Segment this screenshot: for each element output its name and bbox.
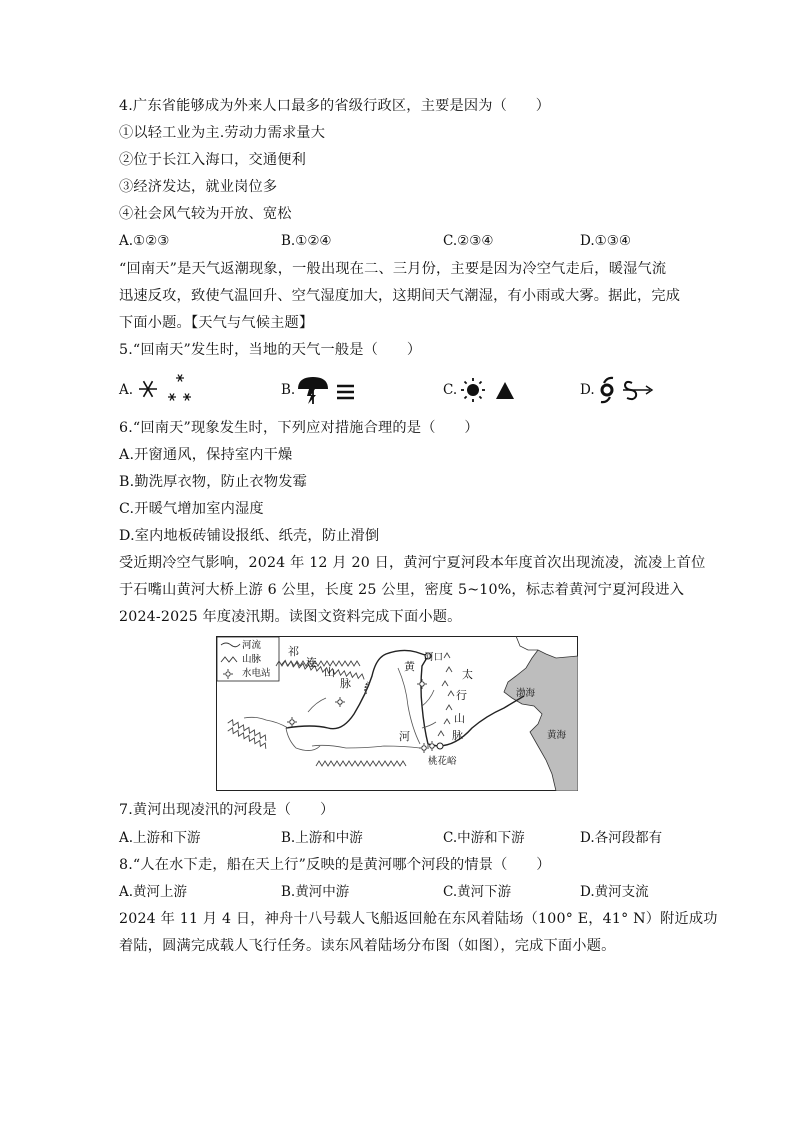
- huinan-intro-line-1: “回南天”是天气返潮现象，一般出现在二、三月份，主要是因为冷空气走后，暖湿气流: [119, 261, 667, 277]
- map-legend-hydropower: 水电站: [242, 668, 271, 679]
- q8-stem: 8.“人在水下走，船在天上行”反映的是黄河哪个河段的情景（ ）: [119, 857, 551, 873]
- sunny-icon: [459, 375, 519, 405]
- q4-option-c: C.②③④: [443, 233, 494, 249]
- yellow-river-map: [216, 636, 578, 791]
- q5-stem: 5.“回南天”发生时，当地的天气一般是（ ）: [119, 342, 422, 358]
- label-tai: 太: [462, 668, 473, 681]
- q7-option-b: B.上游和中游: [281, 830, 363, 846]
- thunderstorm-icon: [296, 374, 360, 406]
- sandstorm-icon: [496, 382, 514, 399]
- q4-item-3: ③经济发达，就业岗位多: [119, 179, 278, 195]
- snow-symbol-large: [139, 381, 157, 397]
- q7-option-d: D.各河段都有: [580, 830, 663, 846]
- q6-stem: 6.“回南天”现象发生时，下列应对措施合理的是（ ）: [119, 420, 479, 436]
- q7-option-c: C.中游和下游: [443, 830, 525, 846]
- label-huanghai: 黄海: [547, 730, 567, 741]
- label-lian: 连: [306, 656, 317, 669]
- label-shan-1: 山: [324, 666, 335, 679]
- snow-icon: [136, 371, 198, 407]
- label-mai-2: 脉: [452, 729, 463, 742]
- river-intro-line-2: 于石嘴山黄河大桥上游 6 公里，长度 25 公里，密度 5~10%，标志着黄河宁夏河段进入: [119, 582, 685, 598]
- label-taohuayu: 桃花峪: [428, 756, 457, 767]
- huinan-intro-line-2: 迅速反攻，致使气温回升、空气湿度加大，这期间天气潮湿，有小雨或大雾。据此，完成: [119, 288, 681, 304]
- q4-option-b: B.①②④: [281, 233, 332, 249]
- label-he: 河: [399, 730, 410, 743]
- typhoon-icon: [596, 375, 658, 405]
- wind-icon: [623, 382, 652, 399]
- q6-option-a: A.开窗通风，保持室内干燥: [119, 447, 293, 463]
- shenzhou-intro-line-2: 着陆，圆满完成载人飞行任务。读东风着陆场分布图（如图），完成下面小题。: [119, 938, 616, 954]
- river-intro-line-1: 受近期冷空气影响，2024 年 12 月 20 日，黄河宁夏河段本年度首次出现流凌，流凌上首位: [119, 555, 706, 571]
- q4-item-1: ①以轻工业为主.劳动力需求量大: [119, 125, 326, 141]
- label-shan-2: 山: [454, 712, 465, 725]
- map-legend-mountain: 山脉: [242, 654, 262, 665]
- q6-option-c: C.开暖气增加室内湿度: [119, 501, 264, 517]
- q4-option-d: D.①③④: [580, 233, 631, 249]
- q6-option-d: D.室内地板砖铺设报纸、纸壳，防止滑倒: [119, 528, 380, 544]
- q5-option-c-label: C.: [443, 382, 458, 398]
- fog-icon: [337, 386, 354, 398]
- q4-option-a: A.①②③: [119, 233, 170, 249]
- label-hekou: 河口: [424, 652, 444, 663]
- q5-option-a-label: A.: [119, 382, 134, 398]
- map-legend-river: 河流: [242, 640, 262, 651]
- q6-option-b: B.勤洗厚衣物，防止衣物发霉: [119, 474, 307, 490]
- q8-option-d: D.黄河支流: [580, 884, 649, 900]
- q8-option-c: C.黄河下游: [443, 884, 512, 900]
- huinan-intro-line-3: 下面小题。【天气与气候主题】: [119, 315, 314, 331]
- label-hang: 行: [456, 689, 467, 702]
- q4-item-2: ②位于长江入海口，交通便利: [119, 152, 307, 168]
- q7-stem: 7.黄河出现凌汛的河段是（ ）: [119, 802, 335, 818]
- river-intro-line-3: 2024-2025 年度凌汛期。读图文资料完成下面小题。: [119, 609, 462, 625]
- shenzhou-intro-line-1: 2024 年 11 月 4 日，神舟十八号载人飞船返回舱在东风着陆场（100° E，41° N）附近成功: [119, 911, 718, 927]
- q5-option-b-label: B.: [281, 382, 296, 398]
- label-mai-1: 脉: [340, 677, 351, 690]
- label-huang: 黄: [404, 660, 415, 673]
- q8-option-b: B.黄河中游: [281, 884, 350, 900]
- label-bohai: 渤海: [516, 688, 536, 699]
- label-qi: 祁: [288, 645, 299, 658]
- taohuayu-marker: [437, 743, 443, 749]
- q7-option-a: A.上游和下游: [119, 830, 201, 846]
- q4-stem: 4.广东省能够成为外来人口最多的省级行政区，主要是因为（ ）: [119, 98, 551, 114]
- q8-option-a: A.黄河上游: [119, 884, 188, 900]
- q4-item-4: ④社会风气较为开放、宽松: [119, 206, 292, 222]
- q5-option-d-label: D.: [580, 382, 595, 398]
